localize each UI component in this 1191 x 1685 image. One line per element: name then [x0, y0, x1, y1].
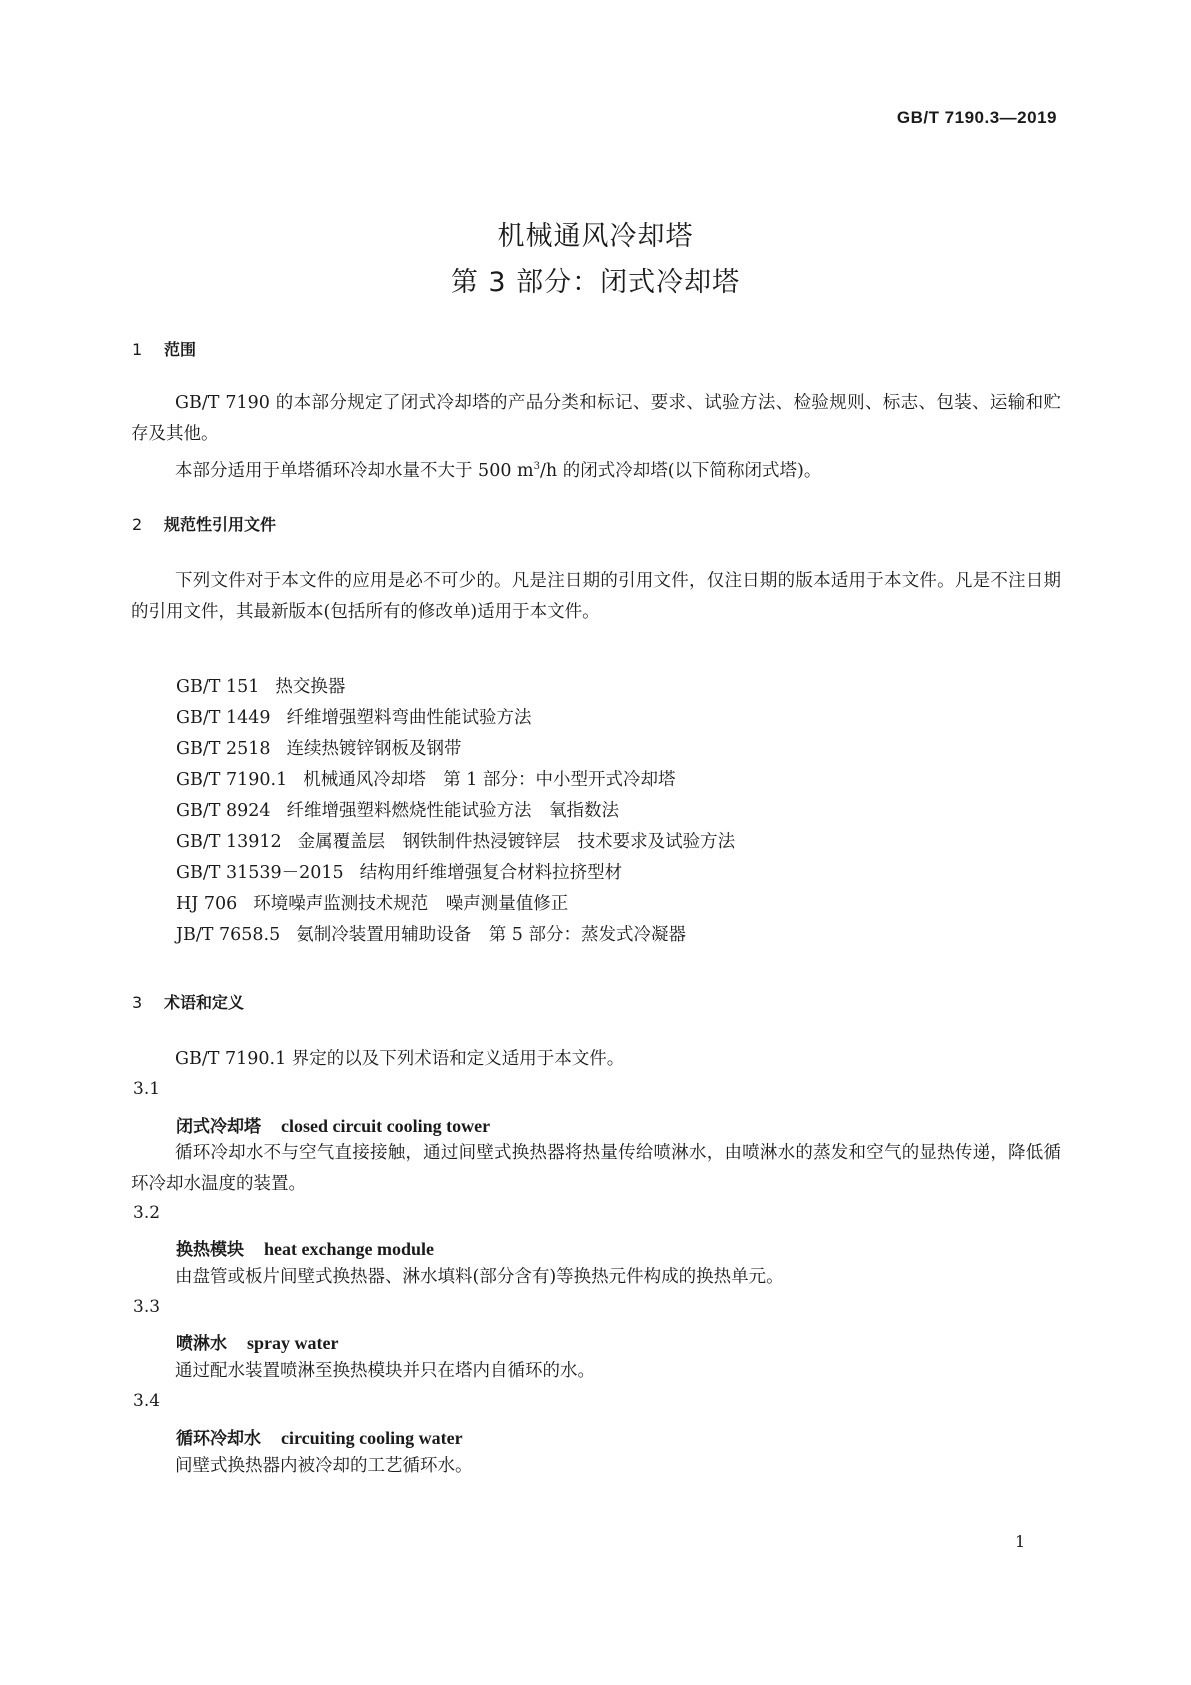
term-heading: [176, 1235, 434, 1260]
ref-title: 氨制冷装置用辅助设备 第 5 部分：蒸发式冷凝器: [296, 925, 687, 945]
document-title: 机械通风冷却塔: [497, 221, 694, 252]
term-en: spray water: [247, 1333, 339, 1353]
term-definition: 循环冷却水不与空气直接接触，通过间壁式换热器将热量传给喷淋水，由喷淋水的蒸发和空气的显热传递，降低循环冷却水温度的装置。: [131, 1143, 1061, 1194]
term-zh: 闭式冷却塔: [176, 1117, 261, 1137]
term-en: closed circuit cooling tower: [281, 1116, 491, 1136]
term-number: 3.3: [133, 1297, 161, 1317]
page-number: 1: [1015, 1532, 1026, 1551]
ref-code: GB/T 13912: [176, 832, 282, 852]
terms-intro: GB/T 7190.1 界定的以及下列术语和定义适用于本文件。: [175, 1049, 625, 1069]
section-heading-refs: [132, 512, 276, 535]
scope-text-a: 本部分适用于单塔循环冷却水量不大于 500 m: [175, 460, 534, 481]
ref-code: GB/T 1449: [176, 708, 271, 728]
document-subtitle: 第 3 部分：闭式冷却塔: [450, 267, 741, 298]
list-item: [176, 703, 735, 734]
superscript: 3: [533, 461, 540, 472]
term-number: 3.4: [133, 1391, 161, 1411]
list-item: [176, 889, 735, 920]
section-title: 范围: [164, 340, 197, 359]
ref-title: 金属覆盖层 钢铁制件热浸镀锌层 技术要求及试验方法: [297, 832, 736, 852]
section-number: 3: [132, 993, 143, 1012]
term-number: 3.1: [133, 1079, 161, 1099]
term-heading: [176, 1424, 463, 1449]
ref-code: GB/T 31539－2015: [176, 863, 344, 883]
ref-title: 纤维增强塑料弯曲性能试验方法: [286, 708, 532, 728]
term-zh: 循环冷却水: [176, 1429, 261, 1449]
ref-code: GB/T 7190.1: [176, 770, 288, 790]
list-item: [176, 858, 735, 889]
refs-intro: 下列文件对于本文件的应用是必不可少的。凡是注日期的引用文件，仅注日期的版本适用于本文件。凡是不注日期的引用文件，其最新版本(包括所有的修改单)适用于本文件。: [131, 571, 1061, 622]
scope-paragraph-2: [131, 451, 1061, 487]
ref-title: 机械通风冷却塔 第 1 部分：中小型开式冷却塔: [303, 770, 676, 790]
section-number: 2: [132, 515, 143, 534]
list-item: [176, 672, 735, 703]
term-en: heat exchange module: [264, 1239, 434, 1259]
term-heading: [176, 1329, 338, 1354]
reference-list: [176, 672, 735, 951]
list-item: [176, 734, 735, 765]
ref-title: 结构用纤维增强复合材料拉挤型材: [359, 863, 623, 883]
ref-code: GB/T 151: [176, 677, 260, 697]
list-item: [176, 920, 735, 951]
ref-title: 环境噪声监测技术规范 噪声测量值修正: [253, 894, 569, 914]
term-zh: 换热模块: [176, 1240, 244, 1260]
ref-code: GB/T 2518: [176, 739, 271, 759]
term-zh: 喷淋水: [176, 1334, 227, 1354]
ref-title: 连续热镀锌钢板及钢带: [286, 739, 462, 759]
term-definition: 间壁式换热器内被冷却的工艺循环水。: [175, 1456, 473, 1476]
standard-code: GB/T 7190.3—2019: [896, 108, 1057, 127]
ref-title: 热交换器: [275, 677, 346, 697]
list-item: [176, 796, 735, 827]
term-number: 3.2: [133, 1203, 161, 1223]
list-item: [176, 765, 735, 796]
section-heading-scope: [132, 337, 196, 360]
term-definition: 通过配水装置喷淋至换热模块并只在塔内自循环的水。: [175, 1361, 595, 1381]
term-en: circuiting cooling water: [281, 1428, 463, 1448]
section-number: 1: [132, 340, 143, 359]
list-item: [176, 827, 735, 858]
scope-text-b: /h 的闭式冷却塔(以下简称闭式塔)。: [540, 460, 822, 481]
section-title: 规范性引用文件: [164, 515, 277, 534]
ref-title: 纤维增强塑料燃烧性能试验方法 氧指数法: [286, 801, 620, 821]
ref-code: GB/T 8924: [176, 801, 271, 821]
section-heading-terms: [132, 990, 244, 1013]
term-definition: 由盘管或板片间壁式换热器、淋水填料(部分含有)等换热元件构成的换热单元。: [175, 1267, 784, 1287]
ref-code: HJ 706: [176, 894, 238, 914]
section-title: 术语和定义: [164, 993, 245, 1012]
ref-code: JB/T 7658.5: [176, 925, 281, 945]
scope-paragraph-1: GB/T 7190 的本部分规定了闭式冷却塔的产品分类和标记、要求、试验方法、检验规则、标志、包装、运输和贮存及其他。: [131, 393, 1061, 444]
term-heading: [176, 1112, 490, 1137]
